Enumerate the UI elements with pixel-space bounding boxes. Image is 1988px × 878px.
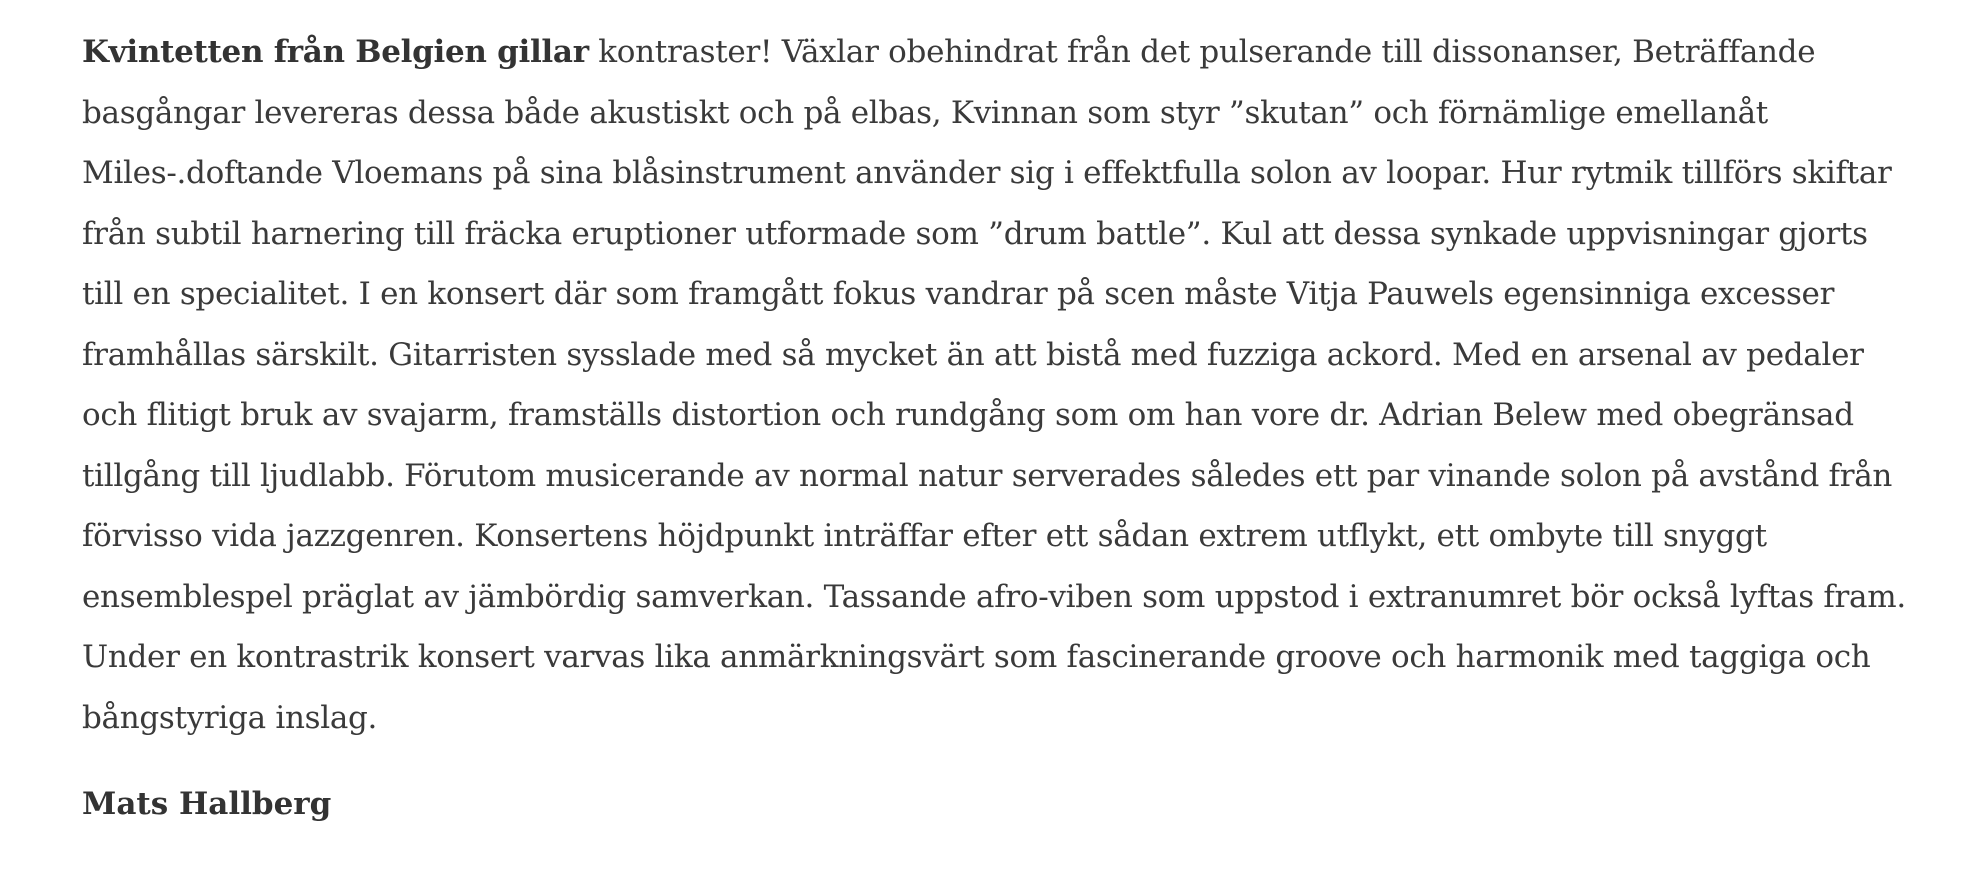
article xyxy=(82,22,1912,834)
author-byline: Mats Hallberg xyxy=(82,786,332,822)
review-paragraph xyxy=(82,22,1912,748)
review-lead: Kvintetten från Belgien gillar xyxy=(82,34,589,70)
review-text: kontraster! Växlar obehindrat från det pulserande till dissonanser, Beträffande basgångar levereras dessa både akustiskt och på elbas, Kvinnan som styr ”skutan” och förnämlige emellanåt Miles-.doftande Vloemans på sina blåsinstrument använder sig i effektfulla solon av loopar. Hur rytmik tillförs skiftar från subtil harnering till fräcka eruptioner utformade som ”drum battle”. Kul att dessa synkade uppvisningar gjorts till en specialitet. I en konsert där som framgått fokus vandrar på scen måste Vitja Pauwels egensinniga excesser framhållas särskilt. Gitarristen sysslade med så mycket än att bistå med fuzziga ackord. Med en arsenal av pedaler och flitigt bruk av svajarm, framställs distortion och rundgång som om han vore dr. Adrian Belew med obegränsad tillgång till ljudlabb. Förutom musicerande av normal natur serverades således ett par vinande solon på avstånd från förvisso vida jazzgenren. Konsertens höjdpunkt inträffar efter ett sådan extrem utflykt, ett ombyte till snyggt ensemblespel präglat av jämbördig samverkan. Tassande afro-viben som uppstod i extranumret bör också lyftas fram. Under en kontrastrik konsert varvas lika anmärkningsvärt som fascinerande groove och harmonik med taggiga och bångstyriga inslag. xyxy=(82,34,1906,736)
